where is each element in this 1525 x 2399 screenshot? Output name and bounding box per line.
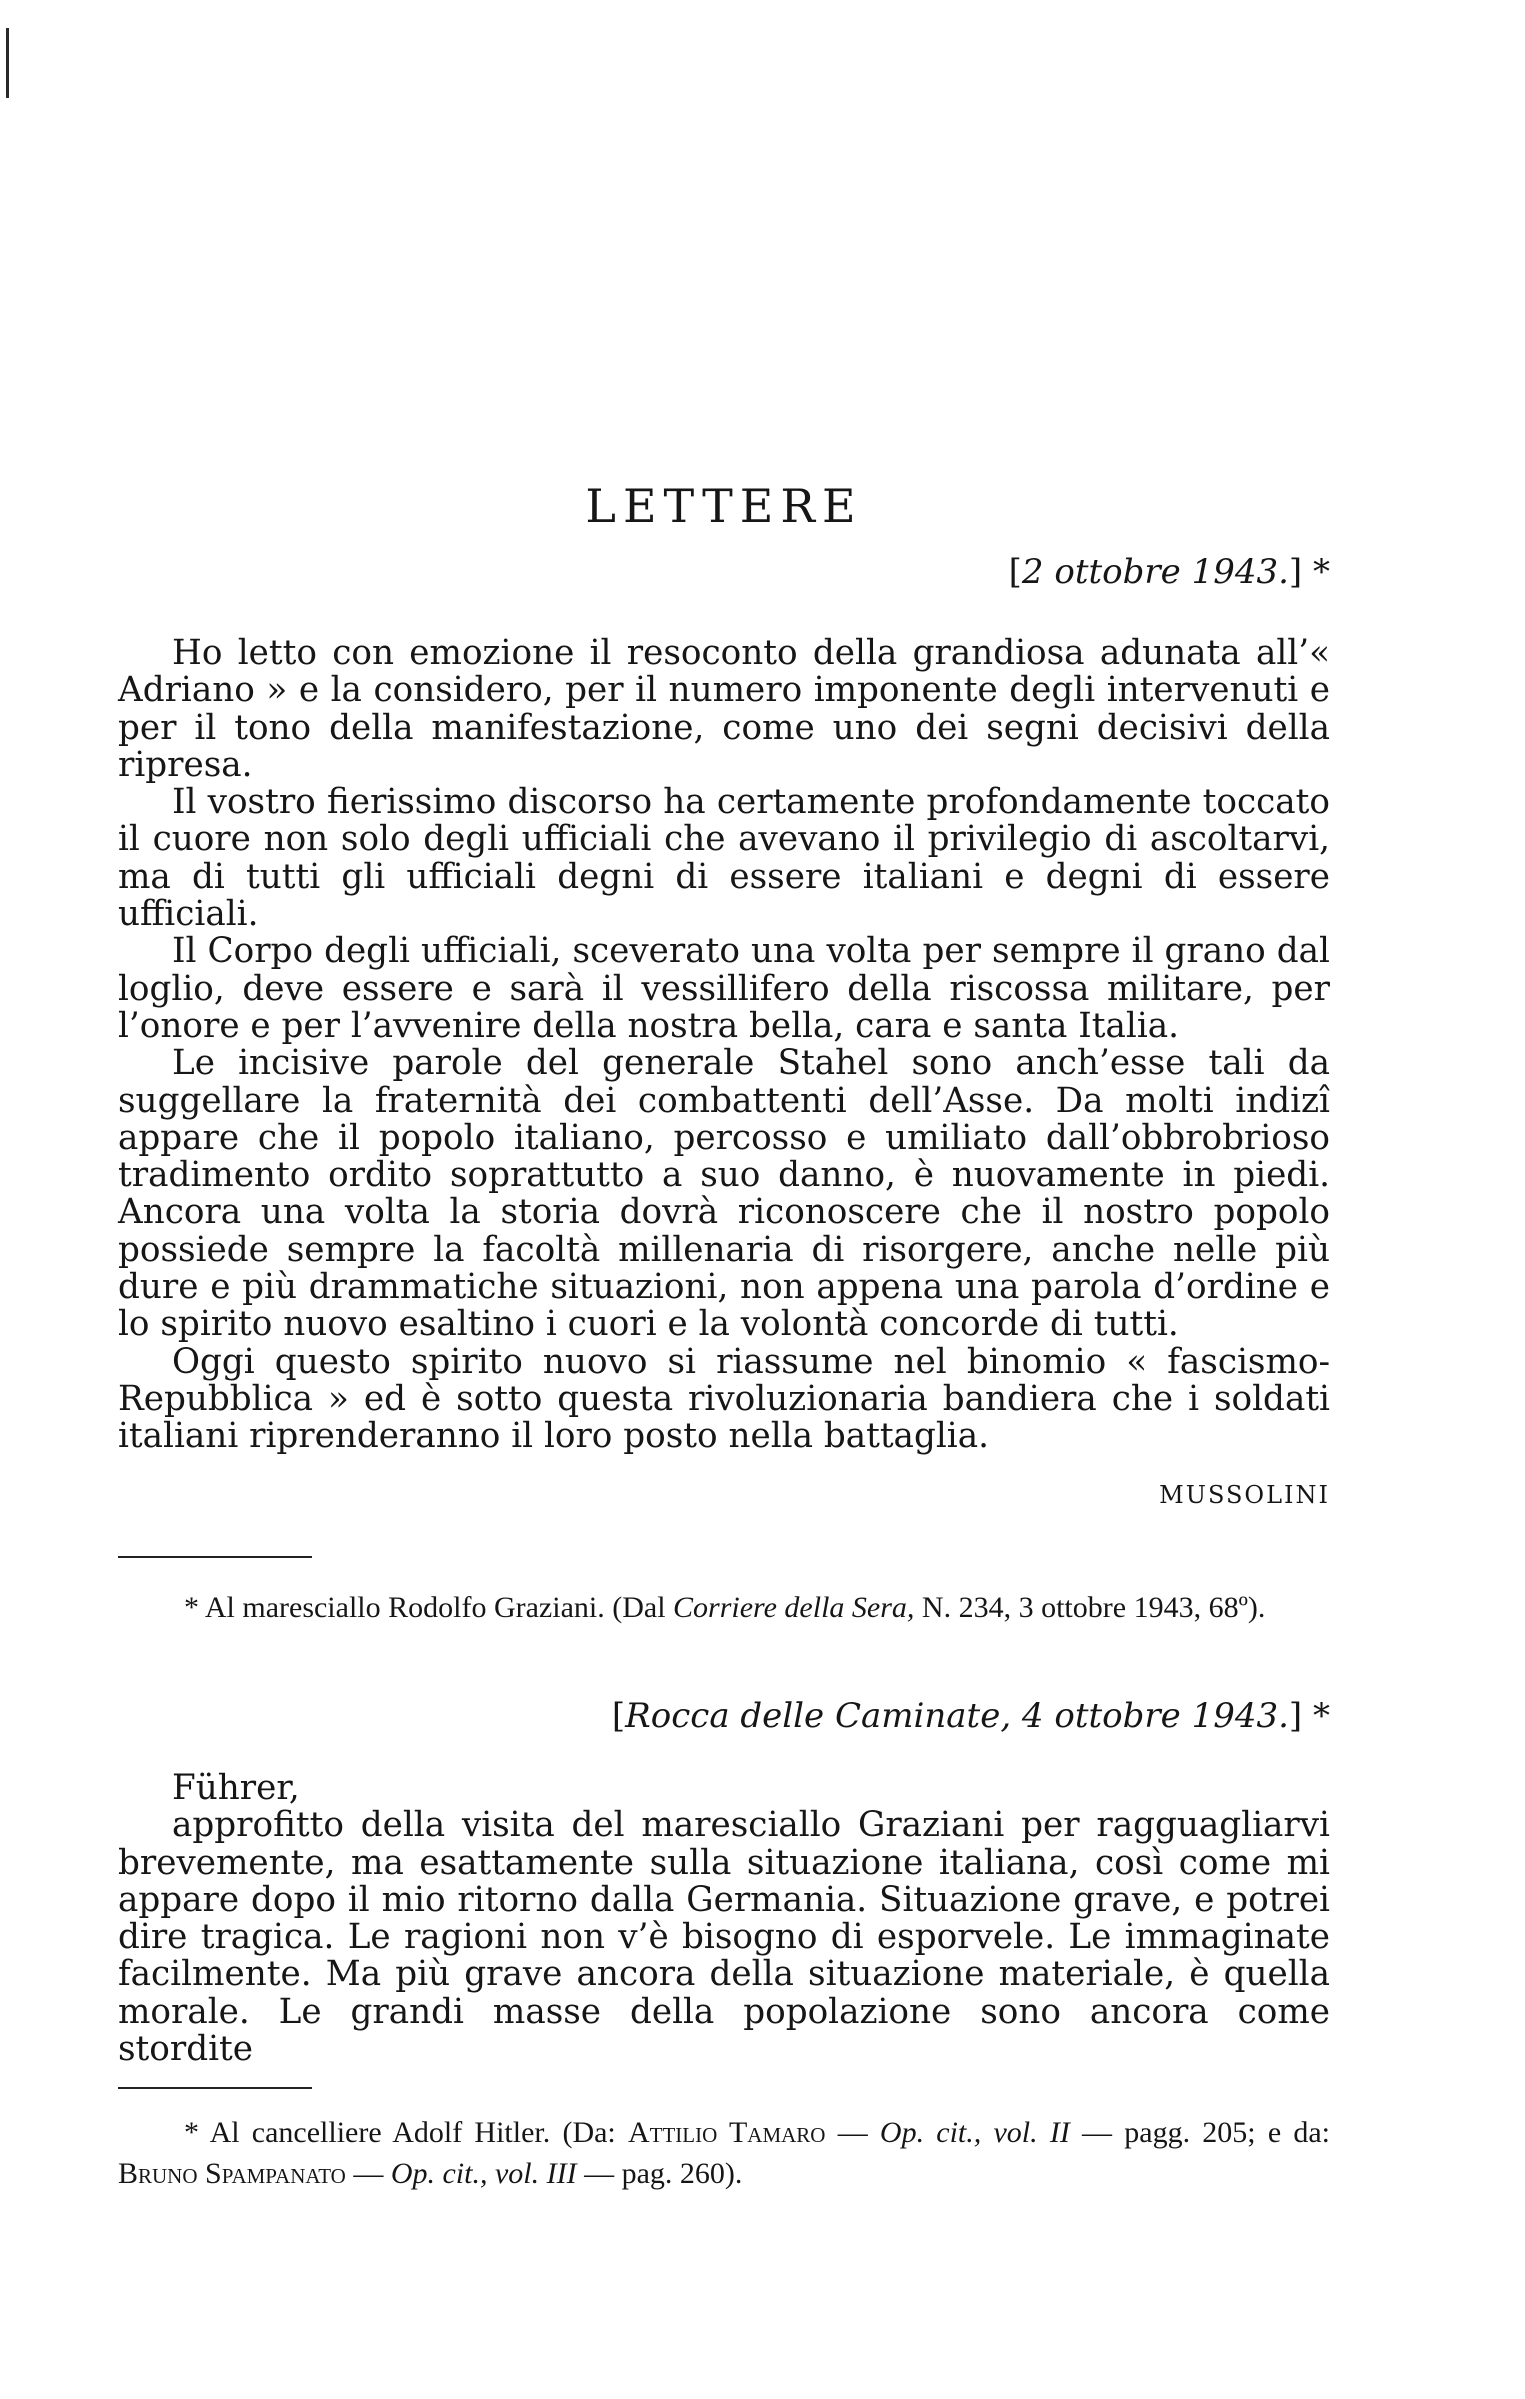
letter2-footnote bbox=[118, 2112, 1330, 2194]
bracket-close: ] bbox=[1288, 552, 1303, 592]
letter2-date: Rocca delle Caminate, 4 ottobre 1943. bbox=[625, 1696, 1289, 1736]
paragraph: Le incisive parole del generale Stahel sono anch’esse tali da suggellare la fraternità dei combattenti dell’Asse. Da molti indizî appare che il popolo italiano, percosso e umiliato dall’obbrobrioso tradimento ordito soprattutto a suo danno, è nuovamente in piedi. Ancora una volta la storia dovrà riconoscere che il nostro popolo possiede sempre la facoltà millenaria di risorgere, anche nelle più dure e più drammatiche situazioni, non appena una parola d’ordine e lo spirito nuovo esaltino i cuori e la volontà concorde di tutti. bbox=[118, 1043, 1330, 1345]
page-title: LETTERE bbox=[585, 478, 863, 533]
dash: — bbox=[837, 2116, 868, 2149]
page-edge-mark bbox=[6, 28, 9, 98]
footnote-author: Attilio Tamaro bbox=[627, 2116, 826, 2149]
footnote-text: Al maresciallo Rodolfo Graziani. (Dal bbox=[204, 1591, 666, 1624]
dash: — bbox=[353, 2157, 384, 2190]
bracket-close: ] bbox=[1288, 1696, 1303, 1736]
signature: MUSSOLINI bbox=[1159, 1481, 1330, 1509]
footnote-author: Bruno Spampanato bbox=[118, 2157, 346, 2190]
footnote-marker: * bbox=[184, 2116, 199, 2149]
footnote-text: N. 234, 3 ottobre 1943, 68º). bbox=[921, 1591, 1266, 1624]
footnote-text: pagg. 205; e da: bbox=[1124, 2116, 1331, 2149]
footnote-source: Corriere della Sera, bbox=[673, 1591, 915, 1624]
paragraph: Il Corpo degli ufficiali, sceverato una volta per sempre il grano dal loglio, deve essere e sarà il vessillifero della riscossa militare, per l’onore e per l’avvenire della nostra bella, cara e santa Italia. bbox=[118, 931, 1330, 1046]
paragraph: Il vostro fierissimo discorso ha certamente profondamente toccato il cuore non solo degli ufficiali che avevano il privilegio di ascoltarvi, ma di tutti gli ufficiali degni di essere italiani e degni di essere ufficiali. bbox=[118, 782, 1330, 935]
paragraph: approfitto della visita del maresciallo Graziani per ragguagliarvi brevemente, ma esattamente sulla situazione italiana, così come mi appare dopo il mio ritorno dalla Germania. Situazione grave, e potrei dire tragica. Le ragioni non v’è bisogno di esporvele. Le immaginate facilmente. Ma più grave ancora della situazione materiale, è quella morale. Le grandi masse della popolazione sono ancora come stordite bbox=[118, 1805, 1330, 2070]
page bbox=[118, 0, 1330, 2399]
footnote-marker: * bbox=[184, 1591, 199, 1624]
footnote-ref: Op. cit., vol. II bbox=[879, 2116, 1070, 2149]
footnote-text: Al cancelliere Adolf Hitler. (Da: bbox=[209, 2116, 616, 2149]
letter2-body bbox=[118, 1770, 1330, 2068]
letter1-dateline bbox=[1009, 552, 1330, 592]
footnote-divider bbox=[118, 1556, 312, 1558]
paragraph: Oggi questo spirito nuovo si riassume nel binomio « fascismo-Repubblica » ed è sotto questa rivoluzionaria bandiera che i soldati italiani riprenderanno il loro posto nella battaglia. bbox=[118, 1341, 1330, 1457]
footnote-text: pag. 260). bbox=[621, 2157, 743, 2190]
footnote-ref: Op. cit., vol. III bbox=[390, 2157, 577, 2190]
salutation: Führer, bbox=[172, 1768, 300, 1808]
bracket-open: [ bbox=[1008, 552, 1022, 592]
letter1-body bbox=[118, 635, 1330, 1456]
footnote-marker: * bbox=[1313, 552, 1330, 592]
letter2-dateline bbox=[612, 1696, 1330, 1736]
letter1-footnote bbox=[118, 1587, 1330, 1628]
dash: — bbox=[584, 2157, 615, 2190]
footnote-divider bbox=[118, 2087, 312, 2089]
dash: — bbox=[1082, 2116, 1113, 2149]
letter1-date: 2 ottobre 1943. bbox=[1021, 552, 1289, 592]
footnote-marker: * bbox=[1313, 1696, 1330, 1736]
paragraph: Ho letto con emozione il resoconto della grandiosa adunata all’« Adriano » e la considero, per il numero imponente degli intervenuti e per il tono della manifestazione, come uno dei segni decisivi della ripresa. bbox=[118, 633, 1330, 785]
bracket-open: [ bbox=[611, 1696, 626, 1736]
